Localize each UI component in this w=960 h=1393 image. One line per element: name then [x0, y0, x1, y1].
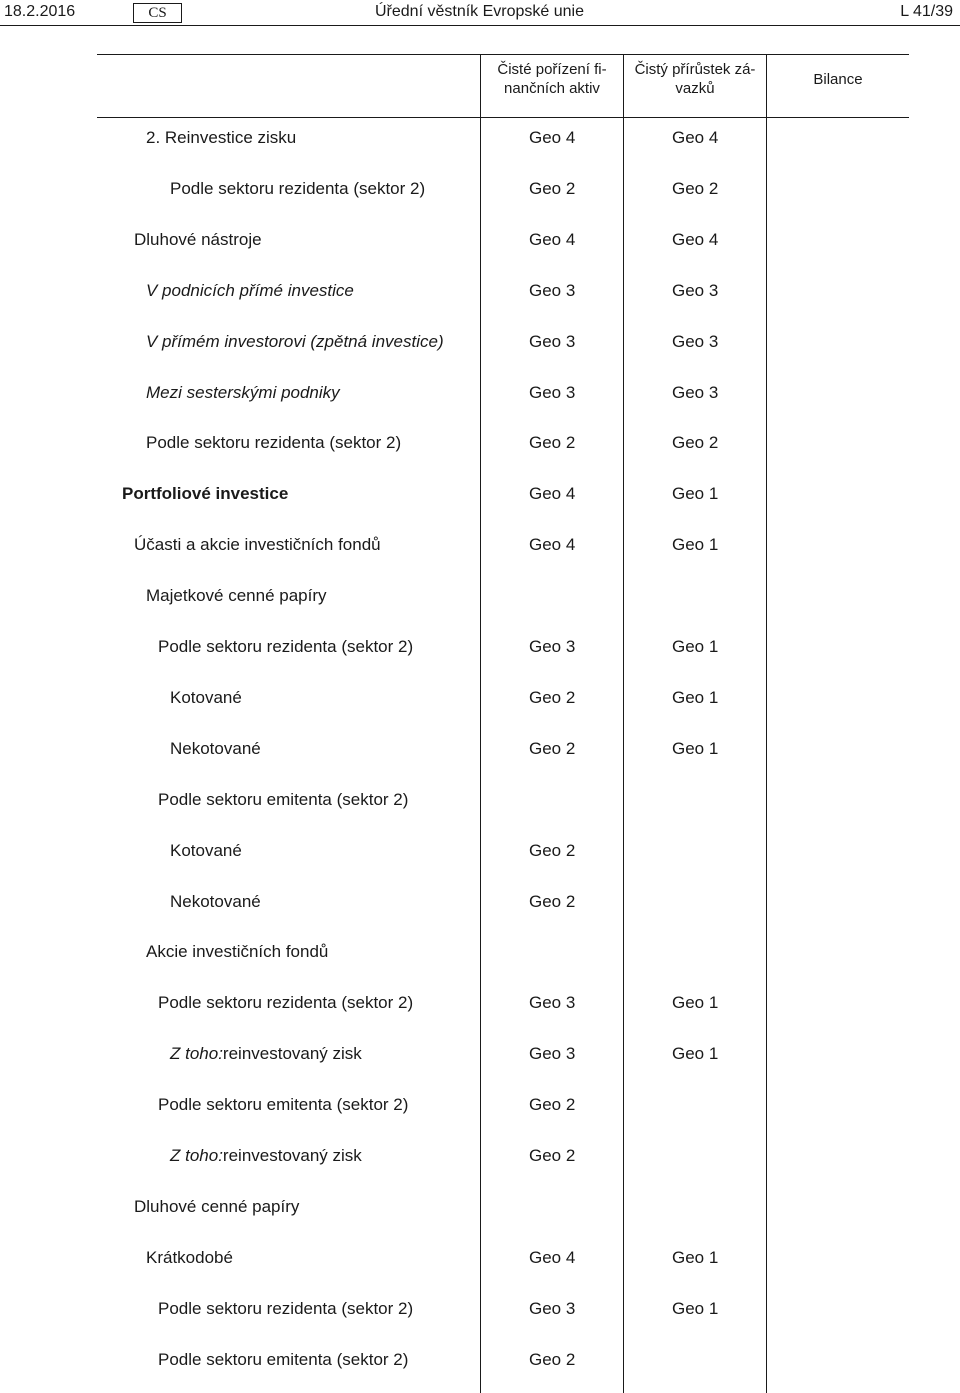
row-label: Účasti a akcie investičních fondů: [134, 535, 381, 554]
table-row: [0, 431, 960, 455]
cell-net-acquisition: Geo 2: [529, 1350, 576, 1369]
row-label: Krátkodobé: [146, 1248, 233, 1267]
publication-date: 18.2.2016: [4, 3, 76, 20]
cell-net-acquisition: Geo 4: [529, 484, 576, 503]
row-label-text: reinvestovaný zisk: [222, 1044, 362, 1063]
table-row: [0, 686, 960, 710]
table-row: [0, 991, 960, 1015]
table-row: [0, 228, 960, 252]
row-label: Podle sektoru emitenta (sektor 2): [158, 1095, 409, 1114]
cell-net-incurrence: Geo 2: [672, 179, 719, 198]
table-row: [0, 584, 960, 608]
cell-net-acquisition: Geo 3: [529, 383, 576, 402]
row-label: Kotované: [170, 841, 242, 860]
table-row: [0, 635, 960, 659]
table-row: [0, 1348, 960, 1372]
table-row: [0, 1246, 960, 1270]
row-label: [170, 1144, 362, 1168]
row-label-prefix: Z toho:: [170, 1044, 223, 1063]
row-label-text: reinvestovaný zisk: [222, 1146, 362, 1165]
row-label: Podle sektoru rezidenta (sektor 2): [158, 993, 414, 1012]
column-divider-1: [480, 54, 481, 1393]
table-row: [0, 788, 960, 812]
cell-net-incurrence: Geo 1: [672, 637, 719, 656]
row-label: Nekotované: [170, 739, 261, 758]
row-label: Podle sektoru rezidenta (sektor 2): [158, 1299, 414, 1318]
row-label: V podnicích přímé investice: [146, 281, 354, 300]
page-header: [0, 0, 960, 26]
header-rule: [0, 25, 960, 26]
cell-net-acquisition: Geo 4: [529, 1248, 576, 1267]
row-label: Podle sektoru emitenta (sektor 2): [158, 790, 409, 809]
table-row: [0, 482, 960, 506]
cell-net-incurrence: Geo 4: [672, 128, 719, 147]
row-label: Kotované: [170, 688, 242, 707]
cell-net-acquisition: Geo 4: [529, 535, 576, 554]
column-header-net-incurrence: [625, 60, 765, 98]
journal-title: Úřední věstník Evropské unie: [375, 3, 584, 20]
cell-net-incurrence: Geo 1: [672, 535, 719, 554]
table-row: [0, 1093, 960, 1117]
table-row: [0, 279, 960, 303]
row-label: 2. Reinvestice zisku: [146, 128, 297, 147]
cell-net-acquisition: Geo 2: [529, 1095, 576, 1114]
cell-net-acquisition: Geo 3: [529, 993, 576, 1012]
cell-net-acquisition: Geo 2: [529, 841, 576, 860]
row-label: Majetkové cenné papíry: [146, 586, 327, 605]
row-label: Mezi sesterskými podniky: [146, 383, 340, 402]
table-row: [0, 177, 960, 201]
column-header-balance: Bilance: [813, 71, 863, 88]
table-row: [0, 330, 960, 354]
column-header-net-incurrence-line2: vazků: [675, 80, 715, 97]
column-header-net-acquisition-line1: Čisté pořízení fi-: [497, 61, 607, 78]
row-label: Podle sektoru rezidenta (sektor 2): [170, 179, 426, 198]
cell-net-incurrence: Geo 1: [672, 1044, 719, 1063]
cell-net-acquisition: Geo 2: [529, 739, 576, 758]
table-row: [0, 1144, 960, 1168]
row-label: Dluhové nástroje: [134, 230, 262, 249]
table-row: [0, 1297, 960, 1321]
column-header-net-acquisition-line2: nančních aktiv: [504, 80, 600, 97]
table-row: [0, 940, 960, 964]
table-row: [0, 737, 960, 761]
table-top-border: [97, 54, 909, 55]
cell-net-acquisition: Geo 3: [529, 1044, 576, 1063]
column-header-net-incurrence-line1: Čistý přírůstek zá-: [634, 61, 756, 78]
language-code-box: CS: [133, 3, 182, 23]
cell-net-acquisition: Geo 3: [529, 1299, 576, 1318]
cell-net-incurrence: Geo 1: [672, 484, 719, 503]
row-label: Nekotované: [170, 892, 261, 911]
row-label-prefix: Z toho:: [170, 1146, 223, 1165]
row-label: [170, 1042, 362, 1066]
table-header-border: [97, 117, 909, 118]
column-divider-3: [766, 54, 767, 1393]
cell-net-incurrence: Geo 1: [672, 1248, 719, 1267]
row-label: Portfoliové investice: [122, 484, 289, 503]
cell-net-acquisition: Geo 4: [529, 128, 576, 147]
cell-net-incurrence: Geo 3: [672, 383, 719, 402]
table-row: [0, 1042, 960, 1066]
cell-net-incurrence: Geo 4: [672, 230, 719, 249]
cell-net-incurrence: Geo 3: [672, 332, 719, 351]
table-row: [0, 890, 960, 914]
table-row: [0, 126, 960, 150]
cell-net-acquisition: Geo 3: [529, 332, 576, 351]
row-label: Dluhové cenné papíry: [134, 1197, 300, 1216]
cell-net-acquisition: Geo 2: [529, 892, 576, 911]
table-row: [0, 839, 960, 863]
column-header-net-acquisition: [482, 60, 622, 98]
cell-net-incurrence: Geo 1: [672, 688, 719, 707]
row-label: Podle sektoru emitenta (sektor 2): [158, 1350, 409, 1369]
table-row: [0, 533, 960, 557]
cell-net-acquisition: Geo 3: [529, 281, 576, 300]
cell-net-acquisition: Geo 4: [529, 230, 576, 249]
table-row: [0, 381, 960, 405]
cell-net-acquisition: Geo 2: [529, 1146, 576, 1165]
page-reference: L 41/39: [900, 3, 953, 20]
cell-net-incurrence: Geo 1: [672, 993, 719, 1012]
cell-net-acquisition: Geo 2: [529, 688, 576, 707]
cell-net-acquisition: Geo 2: [529, 433, 576, 452]
table-row: [0, 1195, 960, 1219]
cell-net-incurrence: Geo 1: [672, 739, 719, 758]
cell-net-incurrence: Geo 1: [672, 1299, 719, 1318]
cell-net-incurrence: Geo 3: [672, 281, 719, 300]
row-label: Podle sektoru rezidenta (sektor 2): [158, 637, 414, 656]
column-divider-2: [623, 54, 624, 1393]
row-label: Podle sektoru rezidenta (sektor 2): [146, 433, 402, 452]
row-label: Akcie investičních fondů: [146, 942, 329, 961]
cell-net-acquisition: Geo 2: [529, 179, 576, 198]
cell-net-acquisition: Geo 3: [529, 637, 576, 656]
cell-net-incurrence: Geo 2: [672, 433, 719, 452]
row-label: V přímém investorovi (zpětná investice): [146, 332, 444, 351]
